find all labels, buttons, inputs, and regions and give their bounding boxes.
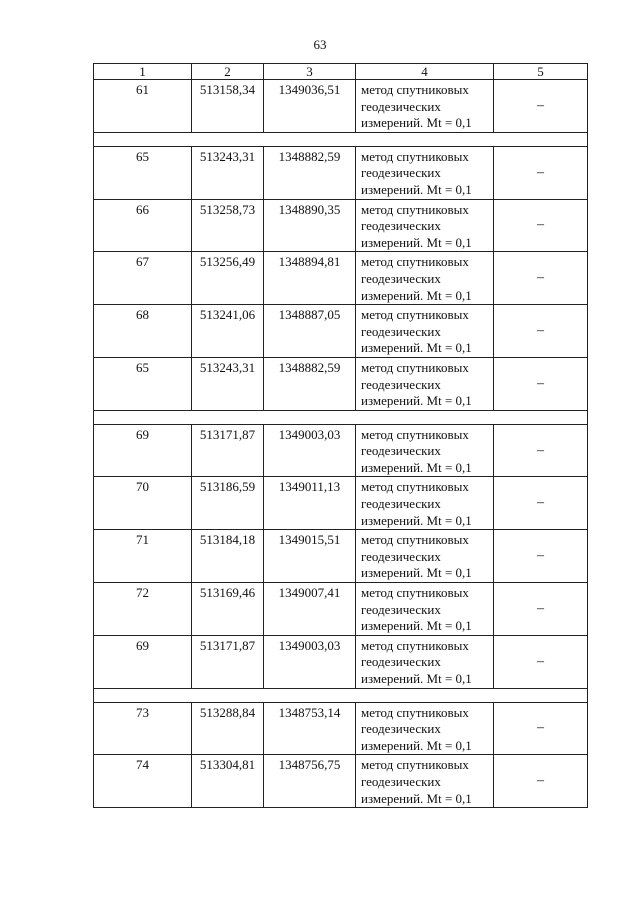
x-coordinate-cell: 513243,31 bbox=[192, 357, 264, 410]
table-row bbox=[94, 530, 588, 583]
method-cell bbox=[356, 702, 494, 755]
header-cell: 4 bbox=[356, 64, 494, 80]
y-coordinate-cell: 1349007,41 bbox=[264, 583, 356, 636]
x-coordinate-cell: 513243,31 bbox=[192, 146, 264, 199]
point-number-cell: 69 bbox=[94, 635, 192, 688]
point-number-cell: 67 bbox=[94, 252, 192, 305]
dash-cell: – bbox=[494, 80, 588, 133]
method-cell bbox=[356, 583, 494, 636]
method-text-line: метод спутниковых bbox=[361, 757, 469, 773]
table-row bbox=[94, 80, 588, 133]
header-cell: 3 bbox=[264, 64, 356, 80]
method-text-line: геодезических bbox=[361, 270, 441, 286]
dash-cell: – bbox=[494, 357, 588, 410]
method-text-line: геодезических bbox=[361, 654, 441, 670]
x-coordinate-cell: 513171,87 bbox=[192, 424, 264, 477]
table-row bbox=[94, 477, 588, 530]
method-text-line: метод спутниковых bbox=[361, 359, 469, 375]
point-number-cell: 66 bbox=[94, 199, 192, 252]
method-text-line: метод спутниковых bbox=[361, 532, 469, 548]
method-text-line: метод спутниковых bbox=[361, 254, 469, 270]
method-text-line: измерений. Mt = 0,1 bbox=[361, 565, 472, 581]
table-row bbox=[94, 702, 588, 755]
method-text-line: метод спутниковых bbox=[361, 148, 469, 164]
header-cell: 2 bbox=[192, 64, 264, 80]
header-cell: 1 bbox=[94, 64, 192, 80]
method-text-line: измерений. Mt = 0,1 bbox=[361, 181, 472, 197]
method-cell bbox=[356, 252, 494, 305]
y-coordinate-cell: 1349015,51 bbox=[264, 530, 356, 583]
point-number-cell: 73 bbox=[94, 702, 192, 755]
method-text-line: метод спутниковых bbox=[361, 704, 469, 720]
y-coordinate-cell: 1348753,14 bbox=[264, 702, 356, 755]
y-coordinate-cell: 1348882,59 bbox=[264, 146, 356, 199]
method-text-line: измерений. Mt = 0,1 bbox=[361, 790, 472, 806]
y-coordinate-cell: 1348894,81 bbox=[264, 252, 356, 305]
x-coordinate-cell: 513258,73 bbox=[192, 199, 264, 252]
method-cell bbox=[356, 530, 494, 583]
method-text-line: измерений. Mt = 0,1 bbox=[361, 340, 472, 356]
dash-cell: – bbox=[494, 583, 588, 636]
method-text-line: геодезических bbox=[361, 218, 441, 234]
method-cell bbox=[356, 424, 494, 477]
method-text-line: метод спутниковых bbox=[361, 479, 469, 495]
method-text-line: измерений. Mt = 0,1 bbox=[361, 459, 472, 475]
point-number-cell: 68 bbox=[94, 305, 192, 358]
method-cell bbox=[356, 146, 494, 199]
method-text-line: геодезических bbox=[361, 721, 441, 737]
method-text-line: геодезических bbox=[361, 165, 441, 181]
method-cell bbox=[356, 357, 494, 410]
coordinates-table bbox=[93, 63, 588, 808]
x-coordinate-cell: 513186,59 bbox=[192, 477, 264, 530]
table-row bbox=[94, 583, 588, 636]
dash-cell: – bbox=[494, 146, 588, 199]
method-text-line: метод спутниковых bbox=[361, 201, 469, 217]
point-number-cell: 70 bbox=[94, 477, 192, 530]
method-cell bbox=[356, 199, 494, 252]
point-number-cell: 65 bbox=[94, 146, 192, 199]
table-row bbox=[94, 755, 588, 808]
dash-cell: – bbox=[494, 477, 588, 530]
x-coordinate-cell: 513304,81 bbox=[192, 755, 264, 808]
method-text-line: измерений. Mt = 0,1 bbox=[361, 671, 472, 686]
point-number-cell: 65 bbox=[94, 357, 192, 410]
x-coordinate-cell: 513288,84 bbox=[192, 702, 264, 755]
dash-cell: – bbox=[494, 635, 588, 688]
method-text-line: геодезических bbox=[361, 376, 441, 392]
separator-cell bbox=[94, 688, 588, 702]
method-cell bbox=[356, 305, 494, 358]
x-coordinate-cell: 513241,06 bbox=[192, 305, 264, 358]
point-number-cell: 72 bbox=[94, 583, 192, 636]
table-row bbox=[94, 357, 588, 410]
y-coordinate-cell: 1349011,13 bbox=[264, 477, 356, 530]
method-text-line: геодезических bbox=[361, 601, 441, 617]
y-coordinate-cell: 1348890,35 bbox=[264, 199, 356, 252]
y-coordinate-cell: 1348887,05 bbox=[264, 305, 356, 358]
x-coordinate-cell: 513171,87 bbox=[192, 635, 264, 688]
method-text-line: измерений. Mt = 0,1 bbox=[361, 512, 472, 528]
point-number-cell: 61 bbox=[94, 80, 192, 133]
separator-row bbox=[94, 688, 588, 702]
method-text-line: измерений. Mt = 0,1 bbox=[361, 115, 472, 131]
method-text-line: измерений. Mt = 0,1 bbox=[361, 393, 472, 409]
y-coordinate-cell: 1348756,75 bbox=[264, 755, 356, 808]
method-text-line: метод спутниковых bbox=[361, 637, 469, 653]
point-number-cell: 74 bbox=[94, 755, 192, 808]
method-cell bbox=[356, 477, 494, 530]
y-coordinate-cell: 1349003,03 bbox=[264, 635, 356, 688]
method-text-line: измерений. Mt = 0,1 bbox=[361, 234, 472, 250]
separator-cell bbox=[94, 132, 588, 146]
separator-row bbox=[94, 410, 588, 424]
method-text-line: геодезических bbox=[361, 443, 441, 459]
x-coordinate-cell: 513169,46 bbox=[192, 583, 264, 636]
method-text-line: измерений. Mt = 0,1 bbox=[361, 737, 472, 753]
method-text-line: измерений. Mt = 0,1 bbox=[361, 287, 472, 303]
table-row bbox=[94, 252, 588, 305]
method-text-line: метод спутниковых bbox=[361, 307, 469, 323]
dash-cell: – bbox=[494, 755, 588, 808]
method-text-line: метод спутниковых bbox=[361, 426, 469, 442]
table-row bbox=[94, 424, 588, 477]
method-text-line: геодезических bbox=[361, 496, 441, 512]
x-coordinate-cell: 513256,49 bbox=[192, 252, 264, 305]
dash-cell: – bbox=[494, 305, 588, 358]
method-cell bbox=[356, 80, 494, 133]
method-text-line: измерений. Mt = 0,1 bbox=[361, 618, 472, 634]
separator-cell bbox=[94, 410, 588, 424]
table-row bbox=[94, 146, 588, 199]
method-cell bbox=[356, 755, 494, 808]
page-number: 63 bbox=[313, 37, 327, 52]
dash-cell: – bbox=[494, 199, 588, 252]
header-cell: 5 bbox=[494, 64, 588, 80]
method-text-line: геодезических bbox=[361, 98, 441, 114]
x-coordinate-cell: 513184,18 bbox=[192, 530, 264, 583]
dash-cell: – bbox=[494, 530, 588, 583]
header-row bbox=[94, 64, 588, 80]
method-text-line: геодезических bbox=[361, 548, 441, 564]
method-text-line: метод спутниковых bbox=[361, 585, 469, 601]
table-row bbox=[94, 305, 588, 358]
y-coordinate-cell: 1349036,51 bbox=[264, 80, 356, 133]
dash-cell: – bbox=[494, 252, 588, 305]
method-text-line: геодезических bbox=[361, 773, 441, 789]
table-row bbox=[94, 199, 588, 252]
point-number-cell: 69 bbox=[94, 424, 192, 477]
method-text-line: геодезических bbox=[361, 323, 441, 339]
method-cell bbox=[356, 635, 494, 688]
separator-row bbox=[94, 132, 588, 146]
point-number-cell: 71 bbox=[94, 530, 192, 583]
dash-cell: – bbox=[494, 702, 588, 755]
x-coordinate-cell: 513158,34 bbox=[192, 80, 264, 133]
method-text-line: метод спутниковых bbox=[361, 82, 469, 97]
table-row bbox=[94, 635, 588, 688]
y-coordinate-cell: 1348882,59 bbox=[264, 357, 356, 410]
y-coordinate-cell: 1349003,03 bbox=[264, 424, 356, 477]
dash-cell: – bbox=[494, 424, 588, 477]
